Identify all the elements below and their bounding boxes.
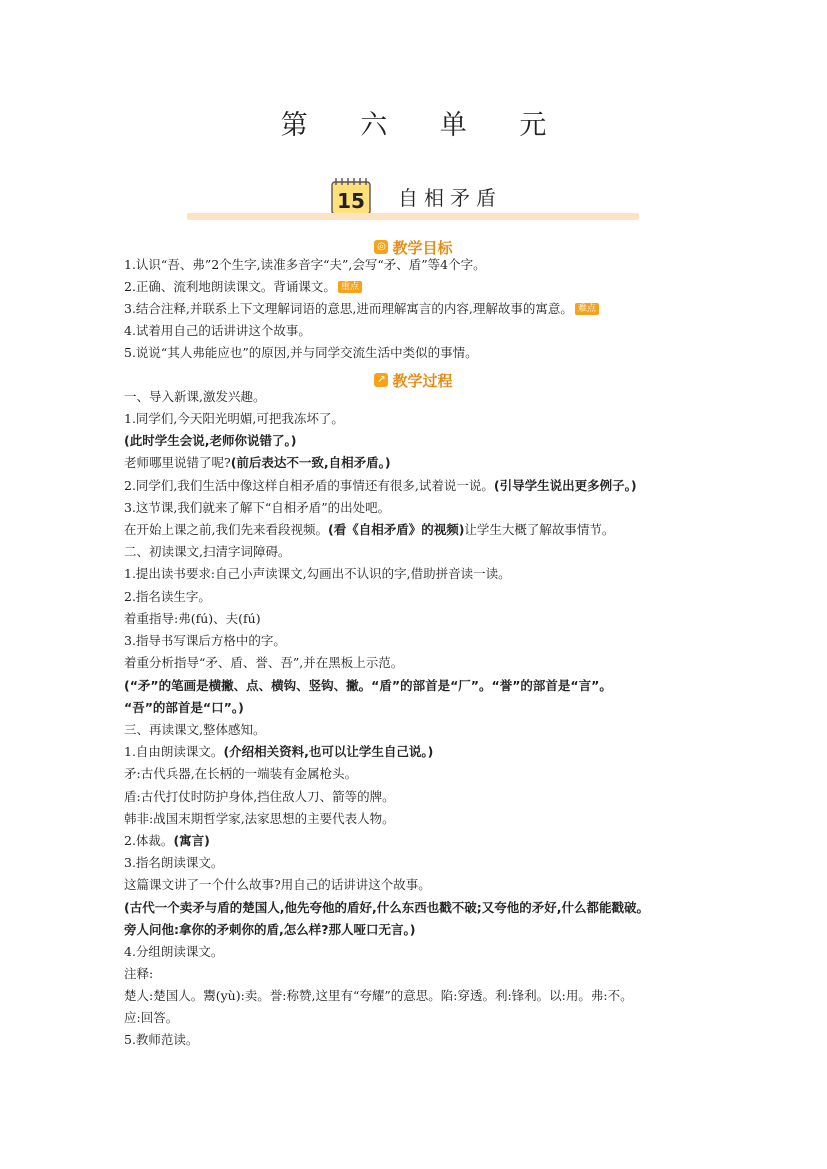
process-line: 5.教师范读。 <box>124 1032 199 1047</box>
header-rule <box>187 213 639 220</box>
calendar-badge-icon <box>328 174 374 216</box>
process-line: 韩非:战国末期哲学家,法家思想的主要代表人物。 <box>124 811 395 826</box>
process-line: (此时学生会说,老师你说错了。) <box>124 433 297 448</box>
key-point-tag: 重点 <box>338 281 362 293</box>
process-line: 2.体裁。(寓言) <box>124 833 210 848</box>
lesson-title: 自相矛盾 <box>398 186 502 210</box>
process-line: 3.指导书写课后方格中的字。 <box>124 633 286 648</box>
goals-heading <box>0 234 827 257</box>
goal-item: 3.结合注释,并联系上下文理解词语的意思,进而理解寓言的内容,理解故事的寓意。 难点 <box>124 300 599 318</box>
unit-title: 第 六 单 元 <box>280 110 569 141</box>
process-line: 着重分析指导“矛、盾、誉、吾”,并在黑板上示范。 <box>124 655 404 670</box>
process-line: 二、初读课文,扫清字词障碍。 <box>124 544 291 559</box>
process-line: (“矛”的笔画是横撇、点、横钩、竖钩、撇。“盾”的部首是“厂”。“誉”的部首是“言”。 <box>124 678 612 693</box>
process-line: 4.分组朗读课文。 <box>124 944 224 959</box>
process-line: 着重指导:弗(fú)、夫(fú) <box>124 611 261 626</box>
goal-item: 5.说说“其人弗能应也”的原因,并与同学交流生活中类似的事情。 <box>124 345 478 360</box>
process-line: “吾”的部首是“口”。) <box>124 700 244 715</box>
process-line: 矛:古代兵器,在长柄的一端装有金属枪头。 <box>124 766 358 781</box>
process-line: 3.指名朗读课文。 <box>124 855 224 870</box>
process-line: 三、再读课文,整体感知。 <box>124 722 266 737</box>
target-icon: ◎ <box>374 240 388 254</box>
process-line: 1.同学们,今天阳光明媚,可把我冻坏了。 <box>124 411 344 426</box>
process-icon: ↗ <box>374 373 388 387</box>
process-line: (古代一个卖矛与盾的楚国人,他先夸他的盾好,什么东西也戳不破;又夸他的矛好,什么都能戳破。 <box>124 900 649 915</box>
process-line: 老师哪里说错了呢?(前后表达不一致,自相矛盾。) <box>124 455 391 470</box>
process-line: 在开始上课之前,我们先来看段视频。(看《自相矛盾》的视频)让学生大概了解故事情节。 <box>124 522 615 537</box>
process-line: 2.同学们,我们生活中像这样自相矛盾的事情还有很多,试着说一说。(引导学生说出更多例子。) <box>124 478 637 493</box>
difficulty-tag: 难点 <box>575 303 599 315</box>
process-line: 盾:古代打仗时防护身体,挡住敌人刀、箭等的牌。 <box>124 789 395 804</box>
process-line: 旁人问他:拿你的矛刺你的盾,怎么样?那人哑口无言。) <box>124 922 416 937</box>
process-line: 这篇课文讲了一个什么故事?用自己的话讲讲这个故事。 <box>124 877 431 892</box>
goal-item: 4.试着用自己的话讲讲这个故事。 <box>124 323 311 338</box>
process-line: 3.这节课,我们就来了解下“自相矛盾”的出处吧。 <box>124 500 391 515</box>
process-heading-text: 教学过程 <box>392 371 453 390</box>
process-line: 注释: <box>124 966 154 981</box>
process-line: 1.自由朗读课文。(介绍相关资料,也可以让学生自己说。) <box>124 744 434 759</box>
process-line: 2.指名读生字。 <box>124 589 211 604</box>
process-line: 一、导入新课,激发兴趣。 <box>124 389 266 404</box>
process-line: 应:回答。 <box>124 1010 179 1025</box>
process-line: 1.提出读书要求:自己小声读课文,勾画出不认识的字,借助拼音读一读。 <box>124 566 511 581</box>
process-heading <box>0 367 827 390</box>
goals-heading-text: 教学目标 <box>392 238 453 257</box>
goal-item: 1.认识“吾、弗”2个生字,读准多音字“夫”,会写“矛、盾”等4个字。 <box>124 257 486 272</box>
lesson-number: 15 <box>337 189 365 213</box>
process-line: 楚人:楚国人。鬻(yù):卖。誉:称赞,这里有“夸耀”的意思。陷:穿透。利:锋利。以:用。弗:不。 <box>124 988 633 1003</box>
goal-item: 2.正确、流利地朗读课文。背诵课文。 重点 <box>124 278 362 296</box>
